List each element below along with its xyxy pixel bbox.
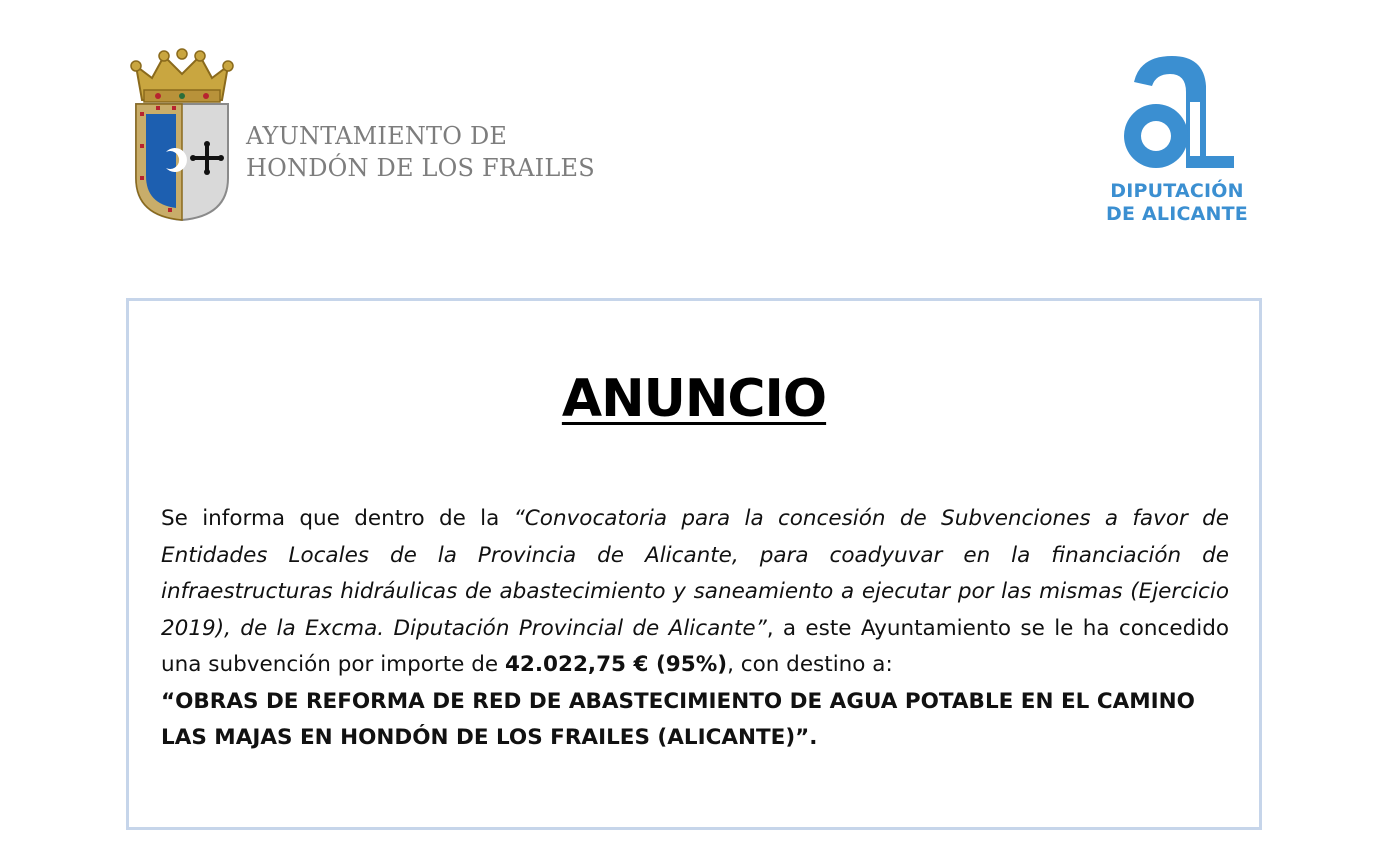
notice-intro: Se informa que dentro de la <box>161 506 514 531</box>
town-name-line1: AYUNTAMIENTO DE <box>246 122 508 150</box>
coat-of-arms-icon <box>128 48 236 224</box>
subsidy-amount: 42.022,75 € (95%) <box>504 652 728 677</box>
diputacion-name <box>1104 180 1250 226</box>
town-name-line2: HONDÓN DE LOS FRAILES <box>246 154 595 182</box>
diputacion-logo <box>1104 52 1250 232</box>
town-hall-name <box>246 120 595 184</box>
diputacion-name-line1: DIPUTACIÓN <box>1110 180 1244 202</box>
diputacion-name-line2: DE ALICANTE <box>1106 203 1248 225</box>
notice-box <box>126 298 1262 830</box>
page-header <box>0 0 1398 270</box>
subsidy-call-name: “Convocatoria para la concesión de Subvenciones a favor de Entidades Locales de la Provincia de Alicante, para coadyuvar en la financiación de infraestructuras hidráulicas de abastecimiento y saneamiento a ejecutar por las mismas (Ejercicio 2019), de la Excma. Diputación Provincial de Alicante” <box>161 506 1230 641</box>
project-title: “OBRAS DE REFORMA DE RED DE ABASTECIMIENTO DE AGUA POTABLE EN EL CAMINO LAS MAJAS EN HONDÓN DE LOS FRAILES (ALICANTE)”. <box>161 688 1195 750</box>
diputacion-logo-icon <box>1116 52 1236 176</box>
notice-title-text: ANUNCIO <box>561 369 827 429</box>
notice-title <box>129 367 1259 431</box>
notice-middle: , a este Ayuntamiento se le ha concedido una subvención por importe de <box>161 615 1229 677</box>
notice-ending: , con destino a: <box>727 652 893 677</box>
notice-body <box>161 501 1229 757</box>
